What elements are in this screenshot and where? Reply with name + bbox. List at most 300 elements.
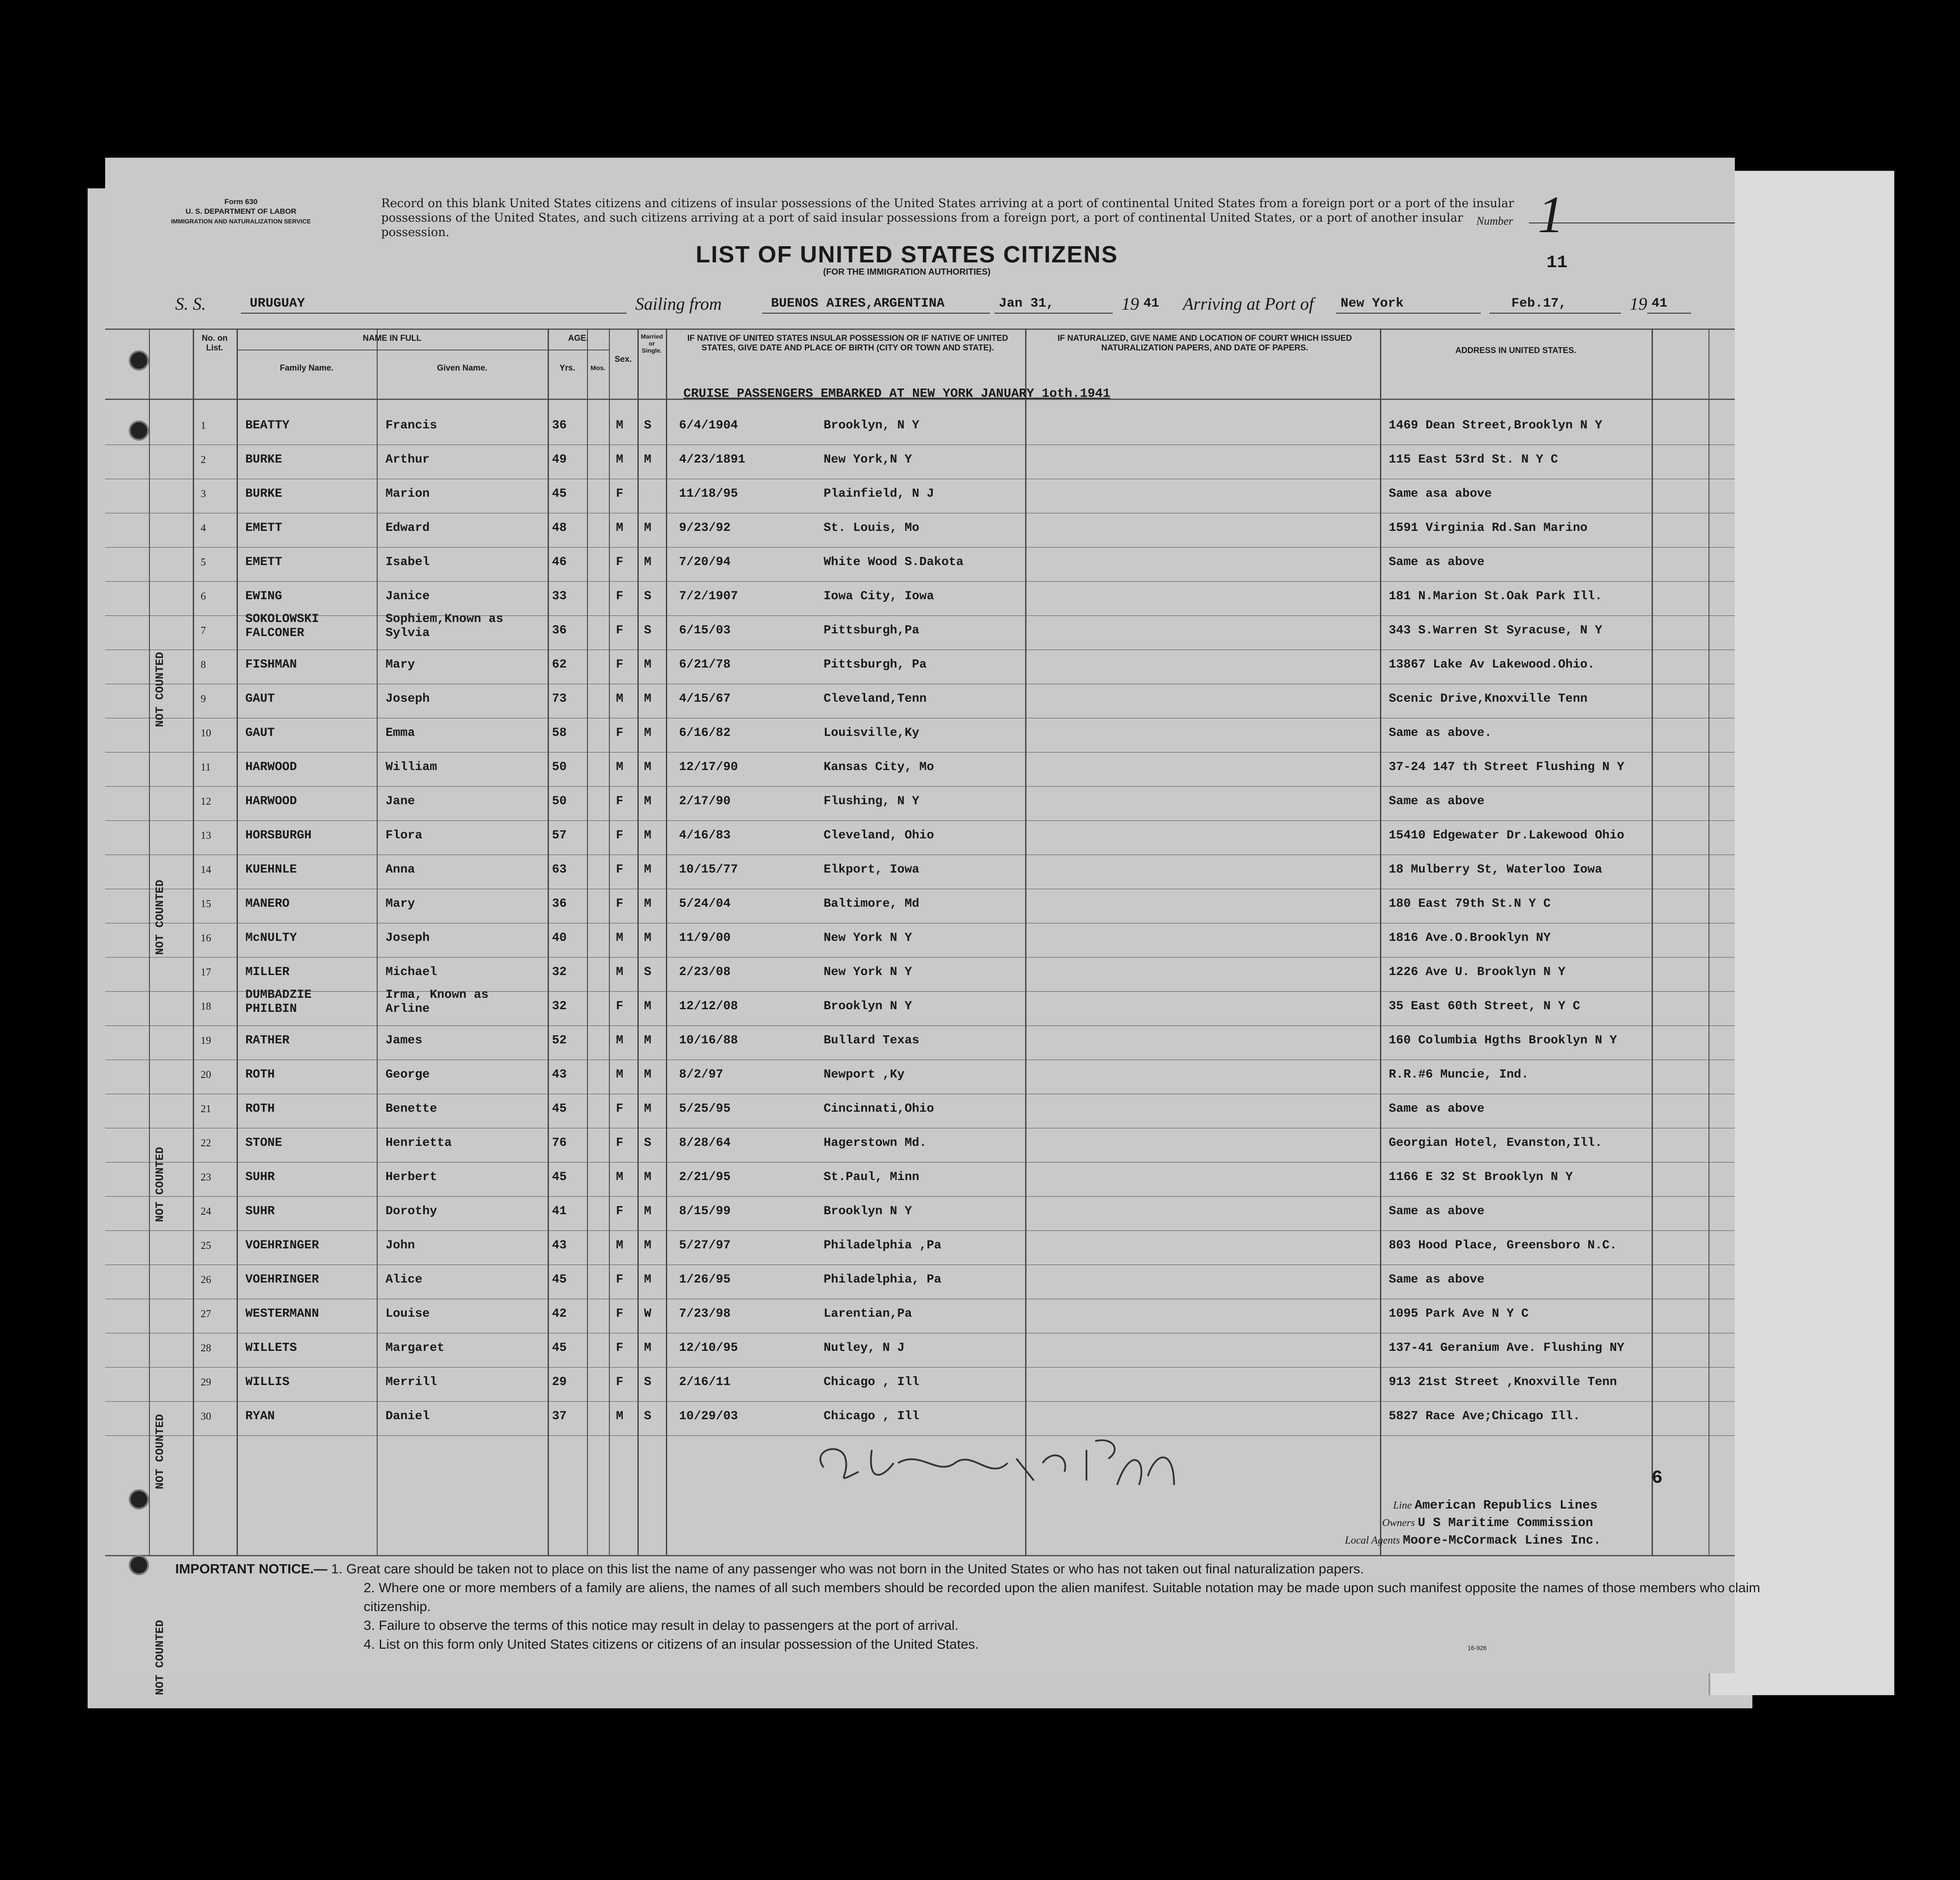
us-address: Same as above: [1389, 555, 1485, 569]
table-row: [105, 1097, 1735, 1131]
us-address: 1591 Virginia Rd.San Marino: [1389, 521, 1588, 535]
sex: M: [616, 419, 623, 432]
family-name: MANERO: [245, 897, 290, 911]
us-address: 181 N.Marion St.Oak Park Ill.: [1389, 590, 1603, 603]
marital-status: M: [644, 1205, 651, 1218]
hdr-naturalized: IF NATURALIZED, GIVE NAME AND LOCATION OF COURT WHICH ISSUED NATURALIZATION PAPERS, AND DATE OF PAPERS.: [1057, 334, 1352, 353]
agents-value: Moore-McCormack Lines Inc.: [1403, 1533, 1601, 1548]
notice-heading: IMPORTANT NOTICE.—: [175, 1561, 328, 1576]
birth-date: 1/26/95: [679, 1273, 731, 1286]
us-address: Same as above: [1389, 1273, 1485, 1286]
given-name: Joseph: [386, 692, 430, 706]
row-number: 25: [201, 1240, 211, 1251]
row-number: 28: [201, 1343, 211, 1354]
marital-status: S: [644, 590, 651, 603]
cruise-banner: CRUISE PASSENGERS EMBARKED AT NEW YORK JANUARY 1oth.1941: [683, 386, 1111, 401]
not-counted-mark: NOT COUNTED: [153, 1147, 166, 1222]
arrival-year-prefix: 19: [1630, 294, 1647, 314]
given-name: James: [386, 1034, 423, 1047]
sex: F: [616, 897, 623, 911]
us-address: Same asa above: [1389, 487, 1492, 501]
us-address: 803 Hood Place, Greensboro N.C.: [1389, 1239, 1617, 1252]
sex: F: [616, 1205, 623, 1218]
given-name: Daniel: [386, 1410, 430, 1423]
table-row: [105, 1371, 1735, 1405]
birth-place: Larentian,Pa: [824, 1307, 912, 1321]
birth-date: 12/12/08: [679, 1000, 738, 1013]
birth-place: Brooklyn N Y: [824, 1000, 912, 1013]
sailing-from: BUENOS AIRES,ARGENTINA: [771, 296, 945, 311]
table-row: [105, 1302, 1735, 1336]
inspector-signature: [806, 1432, 1183, 1494]
binder-hole: [129, 1555, 149, 1575]
arrival-year: 41: [1652, 296, 1668, 311]
sex: M: [616, 521, 623, 535]
family-name: RYAN: [245, 1410, 275, 1423]
line-label: Line: [1393, 1500, 1412, 1511]
family-name: VOEHRINGER: [245, 1273, 319, 1286]
birth-date: 10/29/03: [679, 1410, 738, 1423]
table-row: [105, 482, 1735, 516]
birth-date: 5/24/04: [679, 897, 731, 911]
birth-place: Pittsburgh, Pa: [824, 658, 927, 671]
given-name: Dorothy: [386, 1205, 437, 1218]
page-total: 6: [1652, 1467, 1663, 1488]
us-address: 1166 E 32 St Brooklyn N Y: [1389, 1170, 1573, 1184]
sex: F: [616, 863, 623, 876]
table-row: [105, 653, 1735, 687]
ss-label: S. S.: [175, 294, 206, 314]
birth-date: 4/16/83: [679, 829, 731, 842]
not-counted-mark: NOT COUNTED: [153, 652, 166, 727]
sex: F: [616, 1136, 623, 1150]
birth-date: 4/15/67: [679, 692, 731, 706]
sailing-date: Jan 31,: [999, 296, 1054, 311]
birth-place: White Wood S.Dakota: [824, 555, 964, 569]
row-rule: [105, 752, 1735, 753]
table-row: [105, 1131, 1735, 1166]
age-years: 43: [552, 1068, 567, 1081]
row-rule: [105, 1196, 1735, 1197]
sex: F: [616, 1307, 623, 1321]
table-row: [105, 1336, 1735, 1371]
given-name: Edward: [386, 521, 430, 535]
given-name: William: [386, 760, 437, 774]
table-row: [105, 988, 1735, 1029]
important-notice: [175, 1559, 1761, 1654]
birth-place: Chicago , Ill: [824, 1410, 920, 1423]
sex: F: [616, 590, 623, 603]
birth-place: Elkport, Iowa: [824, 863, 920, 876]
family-name: HORSBURGH: [245, 829, 312, 842]
birth-place: New York,N Y: [824, 453, 912, 466]
birth-date: 2/23/08: [679, 965, 731, 979]
table-row: [105, 1063, 1735, 1097]
voyage-line: [175, 293, 1709, 320]
row-rule: [105, 615, 1735, 616]
table-row: [105, 414, 1735, 448]
family-name: SOKOLOWSKI: [245, 612, 319, 626]
us-address: 180 East 79th St.N Y C: [1389, 897, 1551, 911]
marital-status: M: [644, 931, 651, 945]
sex: M: [616, 1034, 623, 1047]
family-name: HARWOOD: [245, 760, 297, 774]
birth-place: Kansas City, Mo: [824, 760, 934, 774]
family-name: RATHER: [245, 1034, 290, 1047]
us-address: Same as above: [1389, 795, 1485, 808]
table-row: [105, 892, 1735, 926]
family-name: VOEHRINGER: [245, 1239, 319, 1252]
marital-status: M: [644, 1034, 651, 1047]
birth-place: Baltimore, Md: [824, 897, 920, 911]
us-address: 913 21st Street ,Knoxville Tenn: [1389, 1375, 1617, 1389]
us-address: R.R.#6 Muncie, Ind.: [1389, 1068, 1529, 1081]
row-number: 22: [201, 1138, 211, 1149]
table-row: [105, 687, 1735, 721]
birth-place: Brooklyn N Y: [824, 1205, 912, 1218]
birth-date: 8/2/97: [679, 1068, 723, 1081]
sex: F: [616, 726, 623, 740]
sheet-number: 11: [1546, 253, 1568, 273]
marital-status: S: [644, 1136, 651, 1150]
family-name: GAUT: [245, 692, 275, 706]
family-name: FISHMAN: [245, 658, 297, 671]
given-name: John: [386, 1239, 415, 1252]
given-name: Louise: [386, 1307, 430, 1321]
us-address: 5827 Race Ave;Chicago Ill.: [1389, 1410, 1580, 1423]
birth-place: New York N Y: [824, 931, 912, 945]
hdr-given-name: Given Name.: [437, 364, 488, 373]
form-id-block: [140, 197, 342, 226]
row-number: 23: [201, 1172, 211, 1183]
family-name: EWING: [245, 590, 283, 603]
hdr-age: AGE.: [568, 334, 589, 343]
age-years: 57: [552, 829, 567, 842]
row-number: 17: [201, 967, 211, 978]
marital-status: M: [644, 658, 651, 671]
age-years: 32: [552, 965, 567, 979]
family-name: SUHR: [245, 1205, 275, 1218]
back-sheet: [1709, 171, 1894, 1695]
page-title: LIST OF UNITED STATES CITIZENS: [696, 241, 1118, 268]
us-address: 115 East 53rd St. N Y C: [1389, 453, 1558, 466]
table-row: [105, 585, 1735, 619]
marital-status: M: [644, 1273, 651, 1286]
table-row: [105, 1200, 1735, 1234]
row-number: 13: [201, 830, 211, 841]
given-name: Mary: [386, 897, 415, 911]
family-name: BURKE: [245, 453, 283, 466]
family-name-alt: PHILBIN: [245, 1002, 297, 1016]
given-name: Benette: [386, 1102, 437, 1116]
row-rule: [105, 1025, 1735, 1026]
form-code: 16-926: [1468, 1644, 1487, 1651]
family-name: ROTH: [245, 1102, 275, 1116]
marital-status: M: [644, 897, 651, 911]
sex: M: [616, 453, 623, 466]
birth-date: 5/27/97: [679, 1239, 731, 1252]
given-name: Marion: [386, 487, 430, 501]
birth-place: Cincinnati,Ohio: [824, 1102, 934, 1116]
us-address: 160 Columbia Hgths Brooklyn N Y: [1389, 1034, 1617, 1047]
row-number: 10: [201, 728, 211, 739]
birth-date: 9/23/92: [679, 521, 731, 535]
age-years: 45: [552, 1170, 567, 1184]
row-number: 16: [201, 933, 211, 944]
birth-place: St.Paul, Minn: [824, 1170, 920, 1184]
sex: M: [616, 1239, 623, 1252]
birth-place: Pittsburgh,Pa: [824, 624, 920, 637]
row-rule: [105, 786, 1735, 787]
row-rule: [105, 957, 1735, 958]
row-number: 27: [201, 1308, 211, 1320]
binder-hole: [129, 1489, 149, 1509]
family-name: BEATTY: [245, 419, 290, 432]
row-number: 30: [201, 1411, 211, 1422]
table-row: [105, 448, 1735, 482]
birth-place: Bullard Texas: [824, 1034, 920, 1047]
birth-date: 6/16/82: [679, 726, 731, 740]
row-number: 12: [201, 796, 211, 807]
row-number: 20: [201, 1069, 211, 1081]
marital-status: M: [644, 1000, 651, 1013]
arriving-label: Arriving at Port of: [1183, 294, 1314, 314]
given-name: Sophiem,Known as: [386, 612, 503, 626]
sex: F: [616, 829, 623, 842]
birth-date: 5/25/95: [679, 1102, 731, 1116]
age-years: 63: [552, 863, 567, 876]
sex: M: [616, 1068, 623, 1081]
birth-date: 2/17/90: [679, 795, 731, 808]
marital-status: M: [644, 521, 651, 535]
hdr-name-in-full: NAME IN FULL: [362, 334, 422, 343]
family-name: WILLETS: [245, 1341, 297, 1355]
birth-place: Cleveland, Ohio: [824, 829, 934, 842]
us-address: Scenic Drive,Knoxville Tenn: [1389, 692, 1588, 706]
row-number: 18: [201, 1001, 211, 1012]
given-name: Isabel: [386, 555, 430, 569]
birth-date: 8/15/99: [679, 1205, 731, 1218]
age-years: 45: [552, 487, 567, 501]
sex: F: [616, 795, 623, 808]
sex: F: [616, 624, 623, 637]
notice-item-4: 4. List on this form only United States citizens or citizens of an insular possession of the United States.: [364, 1636, 979, 1652]
us-address: Georgian Hotel, Evanston,Ill.: [1389, 1136, 1603, 1150]
notice-item-2: 2. Where one or more members of a family are aliens, the names of all such members should be recorded upon the alien manifest. Suitable notation may be made upon such manifest opposite the names of those members who claim citizenship.: [364, 1580, 1760, 1614]
given-name-alt: Arline: [386, 1002, 430, 1016]
us-address: 37-24 147 th Street Flushing N Y: [1389, 760, 1624, 774]
hdr-no: No. on List.: [202, 334, 228, 353]
number-value: 1: [1538, 185, 1564, 244]
row-number: 7: [201, 625, 206, 636]
age-years: 33: [552, 590, 567, 603]
marital-status: M: [644, 555, 651, 569]
age-years: 36: [552, 897, 567, 911]
age-years: 46: [552, 555, 567, 569]
given-name-alt: Sylvia: [386, 626, 430, 640]
family-name: McNULTY: [245, 931, 297, 945]
marital-status: M: [644, 1170, 651, 1184]
birth-date: 8/28/64: [679, 1136, 731, 1150]
age-years: 45: [552, 1341, 567, 1355]
age-years: 45: [552, 1273, 567, 1286]
ship-name: URUGUAY: [250, 296, 305, 311]
number-label: Number: [1476, 215, 1513, 227]
family-name: KUEHNLE: [245, 863, 297, 876]
birth-date: 7/2/1907: [679, 590, 738, 603]
row-rule: [105, 820, 1735, 821]
marital-status: M: [644, 453, 651, 466]
given-name: Joseph: [386, 931, 430, 945]
age-years: 49: [552, 453, 567, 466]
given-name: Jane: [386, 795, 415, 808]
us-address: Same as above: [1389, 1205, 1485, 1218]
us-address: 1095 Park Ave N Y C: [1389, 1307, 1529, 1321]
table-row: [105, 721, 1735, 756]
marital-status: M: [644, 760, 651, 774]
sex: M: [616, 692, 623, 706]
row-rule: [105, 581, 1735, 582]
age-years: 40: [552, 931, 567, 945]
sex: F: [616, 1000, 623, 1013]
us-address: 1226 Ave U. Brooklyn N Y: [1389, 965, 1566, 979]
hdr-sex: Sex.: [614, 355, 632, 364]
age-years: 29: [552, 1375, 567, 1389]
row-number: 29: [201, 1377, 211, 1388]
age-years: 50: [552, 760, 567, 774]
sailing-year: 41: [1143, 296, 1160, 311]
birth-date: 6/15/03: [679, 624, 731, 637]
row-number: 1: [201, 420, 206, 431]
department-name: U. S. DEPARTMENT OF LABOR: [185, 207, 297, 216]
marital-status: S: [644, 624, 651, 637]
birth-place: Louisville,Ky: [824, 726, 920, 740]
us-address: 137-41 Geranium Ave. Flushing NY: [1389, 1341, 1624, 1355]
marital-status: M: [644, 863, 651, 876]
birth-place: Flushing, N Y: [824, 795, 920, 808]
family-name: GAUT: [245, 726, 275, 740]
row-number: 9: [201, 693, 206, 705]
row-rule: [105, 1401, 1735, 1402]
row-rule: [105, 547, 1735, 548]
sex: M: [616, 1170, 623, 1184]
family-name: HARWOOD: [245, 795, 297, 808]
given-name: Janice: [386, 590, 430, 603]
sex: F: [616, 555, 623, 569]
table-row: [105, 516, 1735, 551]
given-name: Henrietta: [386, 1136, 452, 1150]
given-name: Flora: [386, 829, 423, 842]
row-number: 8: [201, 659, 206, 671]
row-number: 11: [201, 762, 211, 773]
row-number: 26: [201, 1274, 211, 1286]
birth-place: Brooklyn, N Y: [824, 419, 920, 432]
given-name: Irma, Known as: [386, 988, 489, 1002]
birth-date: 6/4/1904: [679, 419, 738, 432]
birth-place: Chicago , Ill: [824, 1375, 920, 1389]
row-number: 3: [201, 488, 206, 500]
manifest-page: [105, 158, 1760, 1695]
us-address: Same as above: [1389, 1102, 1485, 1116]
marital-status: M: [644, 726, 651, 740]
sex: F: [616, 1273, 623, 1286]
table-row: [105, 961, 1735, 995]
row-rule: [105, 1162, 1735, 1163]
age-years: 76: [552, 1136, 567, 1150]
notice-item-1: 1. Great care should be taken not to place on this list the name of any passenger who was not born in the United States or who has not taken out final naturalization papers.: [331, 1561, 1364, 1576]
marital-status: W: [644, 1307, 651, 1321]
us-address: 1469 Dean Street,Brooklyn N Y: [1389, 419, 1603, 432]
family-name: EMETT: [245, 555, 283, 569]
age-years: 36: [552, 419, 567, 432]
sex: F: [616, 1102, 623, 1116]
us-address: 18 Mulberry St, Waterloo Iowa: [1389, 863, 1603, 876]
sex: F: [616, 1341, 623, 1355]
sex: F: [616, 1375, 623, 1389]
table-row: [105, 1029, 1735, 1063]
table-row: [105, 824, 1735, 858]
table-row: [105, 612, 1735, 653]
given-name: Arthur: [386, 453, 430, 466]
us-address: 13867 Lake Av Lakewood.Ohio.: [1389, 658, 1595, 671]
row-number: 24: [201, 1206, 211, 1217]
age-years: 42: [552, 1307, 567, 1321]
us-address: 1816 Ave.O.Brooklyn NY: [1389, 931, 1551, 945]
birth-date: 11/9/00: [679, 931, 731, 945]
owners-label: Owners: [1382, 1517, 1415, 1529]
row-number: 2: [201, 454, 206, 466]
family-name: STONE: [245, 1136, 283, 1150]
sex: M: [616, 931, 623, 945]
marital-status: M: [644, 1068, 651, 1081]
row-number: 19: [201, 1035, 211, 1046]
us-address: Same as above.: [1389, 726, 1492, 740]
age-years: 32: [552, 1000, 567, 1013]
not-counted-mark: NOT COUNTED: [153, 1620, 166, 1695]
row-number: 21: [201, 1103, 211, 1115]
sex: F: [616, 487, 623, 501]
family-name: WILLIS: [245, 1375, 290, 1389]
not-counted-mark: NOT COUNTED: [153, 880, 166, 955]
age-years: 41: [552, 1205, 567, 1218]
age-years: 52: [552, 1034, 567, 1047]
table-row: [105, 926, 1735, 961]
birth-place: Plainfield, N J: [824, 487, 934, 501]
hdr-family-name: Family Name.: [279, 364, 334, 373]
family-name-alt: FALCONER: [245, 626, 304, 640]
birth-date: 6/21/78: [679, 658, 731, 671]
us-address: 15410 Edgewater Dr.Lakewood Ohio: [1389, 829, 1624, 842]
binder-hole: [129, 350, 149, 371]
table-row: [105, 1268, 1735, 1302]
sex: M: [616, 1410, 623, 1423]
agents-label: Local Agents: [1345, 1535, 1400, 1546]
table-row: [105, 1166, 1735, 1200]
given-name: Mary: [386, 658, 415, 671]
notice-item-3: 3. Failure to observe the terms of this notice may result in delay to passengers at the port of arrival.: [364, 1618, 959, 1633]
line-value: American Republics Lines: [1415, 1498, 1598, 1512]
birth-date: 7/23/98: [679, 1307, 731, 1321]
age-years: 58: [552, 726, 567, 740]
marital-status: M: [644, 1341, 651, 1355]
family-name: BURKE: [245, 487, 283, 501]
table-row: [105, 790, 1735, 824]
form-number: Form 630: [224, 198, 258, 206]
family-name: WESTERMANN: [245, 1307, 319, 1321]
family-name: SUHR: [245, 1170, 275, 1184]
age-years: 45: [552, 1102, 567, 1116]
birth-date: 7/20/94: [679, 555, 731, 569]
